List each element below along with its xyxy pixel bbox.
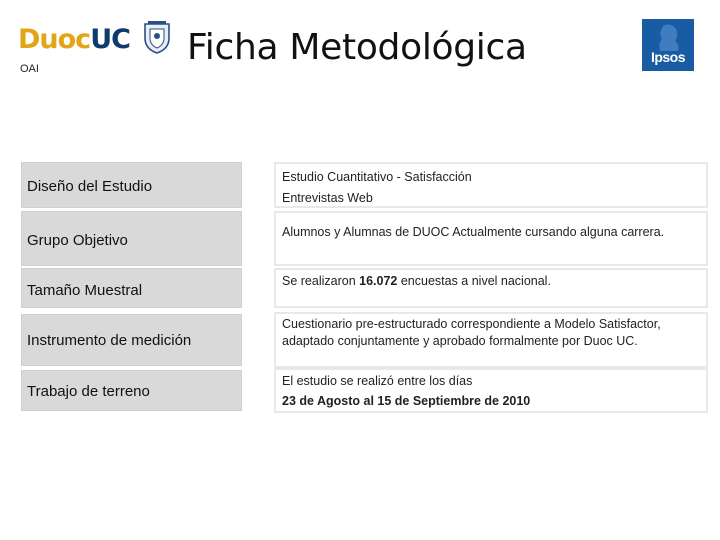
sample-text-post: encuestas a nivel nacional. [397,274,551,288]
sample-count: 16.072 [359,274,398,288]
design-method: Entrevistas Web [282,191,373,205]
value-cell-instrument [274,312,708,368]
fieldwork-intro: El estudio se realizó entre los días [282,374,473,388]
logo-uc-text: UC [90,24,130,55]
duoc-uc-logo [18,18,178,62]
value-cell-design [274,162,708,208]
label-cell-sample-size [21,268,242,308]
value-cell-fieldwork [274,368,708,413]
fieldwork-dates: 23 de Agosto al 15 de Septiembre de 2010 [282,394,531,408]
label-cell-design [21,162,242,208]
uc-crest-icon [142,20,172,54]
target-group-text: Alumnos y Alumnas de DUOC Actualmente cursando alguna carrera. [282,225,665,239]
ipsos-logo-text: Ipsos [650,49,686,65]
label-instrument: Instrumento de medición [27,332,192,349]
label-target-group: Grupo Objetivo [27,232,128,249]
value-cell-target-group [274,211,708,266]
label-cell-fieldwork [21,370,242,411]
sample-text-pre: Se realizaron [282,274,360,288]
design-type: Estudio Cuantitativo - Satisfacción [282,170,472,184]
label-design: Diseño del Estudio [27,178,153,195]
logo-duoc-text: Duoc [18,24,91,55]
value-cell-sample-size [274,268,708,308]
label-cell-instrument [21,314,242,366]
instrument-text: Cuestionario pre-estructurado correspondiente a Modelo Satisfactor, adaptado conjuntamente y aprobado formalmente por Duoc UC. [282,317,661,348]
org-subtitle: OAI [20,63,39,75]
ipsos-logo [642,19,694,71]
page-title: Ficha Metodológica [187,27,527,68]
label-cell-target-group [21,211,242,266]
label-sample-size: Tamaño Muestral [27,282,143,299]
label-fieldwork: Trabajo de terreno [27,383,150,400]
